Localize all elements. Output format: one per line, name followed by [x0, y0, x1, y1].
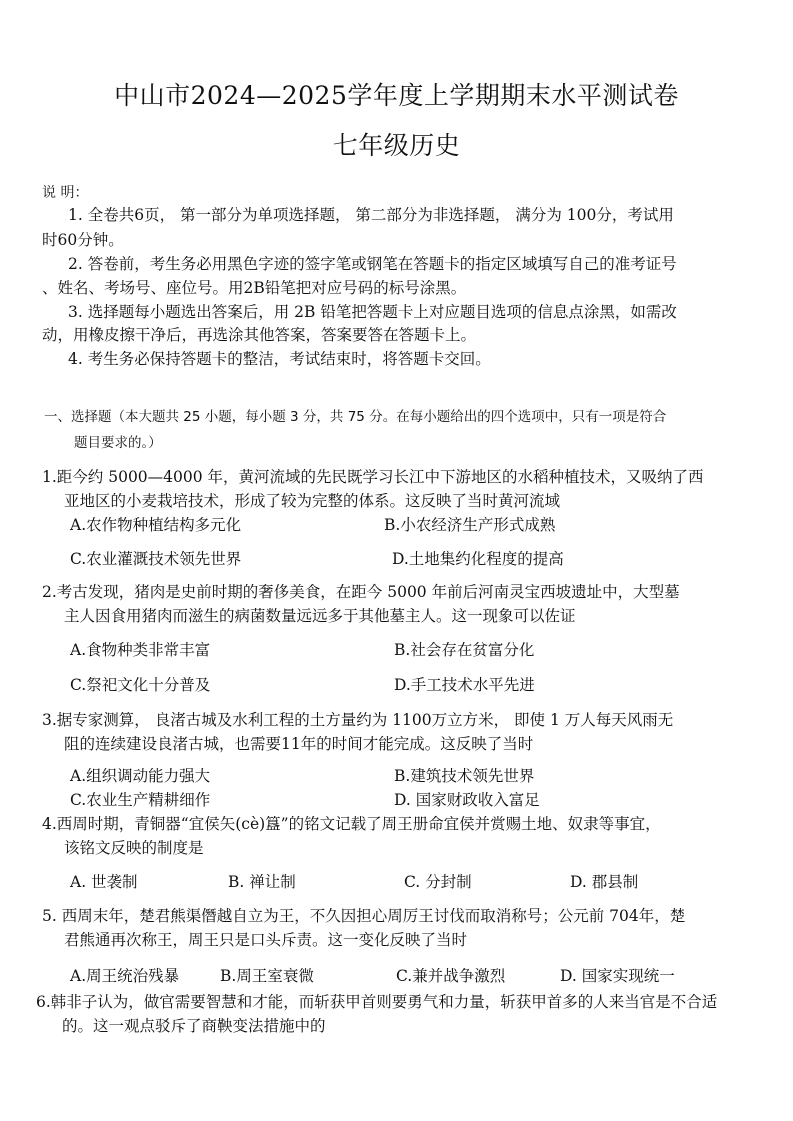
question-1-option-a: A.农作物种植结构多元化: [70, 516, 242, 534]
instruction-line: 、姓名、考场号、座位号。用2B铅笔把对应号码的标号涂黑。: [42, 279, 467, 297]
question-2-option-b: B.社会存在贫富分化: [394, 641, 535, 659]
question-4-option-b: B. 禅让制: [228, 873, 296, 891]
question-1-text-cont: 亚地区的小麦栽培技术，形成了较为完整的体系。这反映了当时黄河流域: [64, 492, 561, 510]
instruction-line: 时60分钟。: [42, 231, 124, 249]
question-4-option-d: D. 郡县制: [570, 873, 639, 891]
instruction-line: 2. 答卷前，考生务必用黑色字迹的签字笔或钢笔在答题卡的指定区域填写自己的准考证号: [68, 255, 677, 273]
question-5-text-cont: 君熊通再次称王，周王只是口头斥责。这一变化反映了当时: [64, 931, 468, 949]
question-1-option-b: B.小农经济生产形式成熟: [384, 516, 556, 534]
question-5-text: 5. 西周末年，楚君熊渠僭越自立为王，不久因担心周厉王讨伐而取消称号；公元前 704年，楚: [42, 907, 686, 925]
question-4-option-c: C. 分封制: [404, 873, 472, 891]
question-4-option-a: A. 世袭制: [70, 873, 138, 891]
question-3-option-a: A.组织调动能力强大: [70, 767, 211, 785]
instructions-label: 说 明：: [42, 185, 89, 201]
instruction-line: 3. 选择题每小题选出答案后，用 2B 铅笔把答题卡上对应题目选项的信息点涂黑，如需改: [68, 303, 677, 321]
question-4-text-cont: 该铭文反映的制度是: [64, 839, 204, 857]
question-3-text-cont: 阻的连续建设良渚古城，也需要11年的时间才能完成。这反映了当时: [64, 735, 534, 753]
question-2-text-cont: 主人因食用猪肉而滋生的病菌数量远远多于其他墓主人。这一现象可以佐证: [64, 607, 576, 625]
instruction-line: 4. 考生务必保持答题卡的整洁，考试结束时，将答题卡交回。: [68, 350, 491, 368]
question-2-option-d: D.手工技术水平先进: [394, 676, 535, 694]
section-heading: 一、选择题（本大题共 25 小题，每小题 3 分，共 75 分。在每小题给出的四个选项中，只有一项是符合: [44, 409, 667, 425]
exam-title: 中山市2024—2025学年度上学期期末水平测试卷: [114, 81, 679, 110]
instruction-line: 动，用橡皮擦干净后，再选涂其他答案，答案要答在答题卡上。: [42, 326, 477, 344]
question-3-option-d: D. 国家财政收入富足: [394, 791, 540, 809]
section-heading-cont: 题目要求的。）: [74, 435, 162, 451]
question-5-option-a: A.周王统治残暴: [70, 967, 180, 985]
question-6-text-cont: 的。这一观点驳斥了商鞅变法措施中的: [62, 1017, 326, 1035]
question-3-option-c: C.农业生产精耕细作: [70, 791, 211, 809]
question-1-option-d: D.土地集约化程度的提高: [392, 550, 564, 568]
instruction-line: 1. 全卷共6页， 第一部分为单项选择题， 第二部分为非选择题， 满分为 100分，考试用: [68, 206, 674, 224]
question-1-text: 1.距今约 5000—4000 年，黄河流域的先民既学习长江中下游地区的水稻种植技术，又吸纳了西: [42, 468, 704, 486]
question-4-text: 4.西周时期，青铜器“宜侯矢(cè)簋”的铭文记载了周王册命宜侯并赏赐土地、奴隶等事宜，: [42, 815, 661, 833]
question-2-option-c: C.祭祀文化十分普及: [70, 676, 211, 694]
question-1-option-c: C.农业灌溉技术领先世界: [70, 550, 242, 568]
question-5-option-b: B.周王室衰微: [220, 967, 314, 985]
question-3-text: 3.据专家测算， 良渚古城及水利工程的土方量约为 1100万立方米， 即使 1 万人每天风雨无: [42, 711, 674, 729]
question-2-text: 2.考古发现，猪肉是史前时期的奢侈美食，在距今 5000 年前后河南灵宝西坡遗址中，大型墓: [42, 583, 680, 601]
question-3-option-b: B.建筑技术领先世界: [394, 767, 535, 785]
question-5-option-d: D. 国家实现统一: [560, 967, 675, 985]
question-5-option-c: C.兼并战争激烈: [396, 967, 506, 985]
question-6-text: 6.韩非子认为，做官需要智慧和才能，而斩获甲首则要勇气和力量，斩获甲首多的人来当官是不合适: [36, 993, 718, 1011]
exam-subtitle: 七年级历史: [332, 131, 461, 160]
question-2-option-a: A.食物种类非常丰富: [70, 641, 211, 659]
